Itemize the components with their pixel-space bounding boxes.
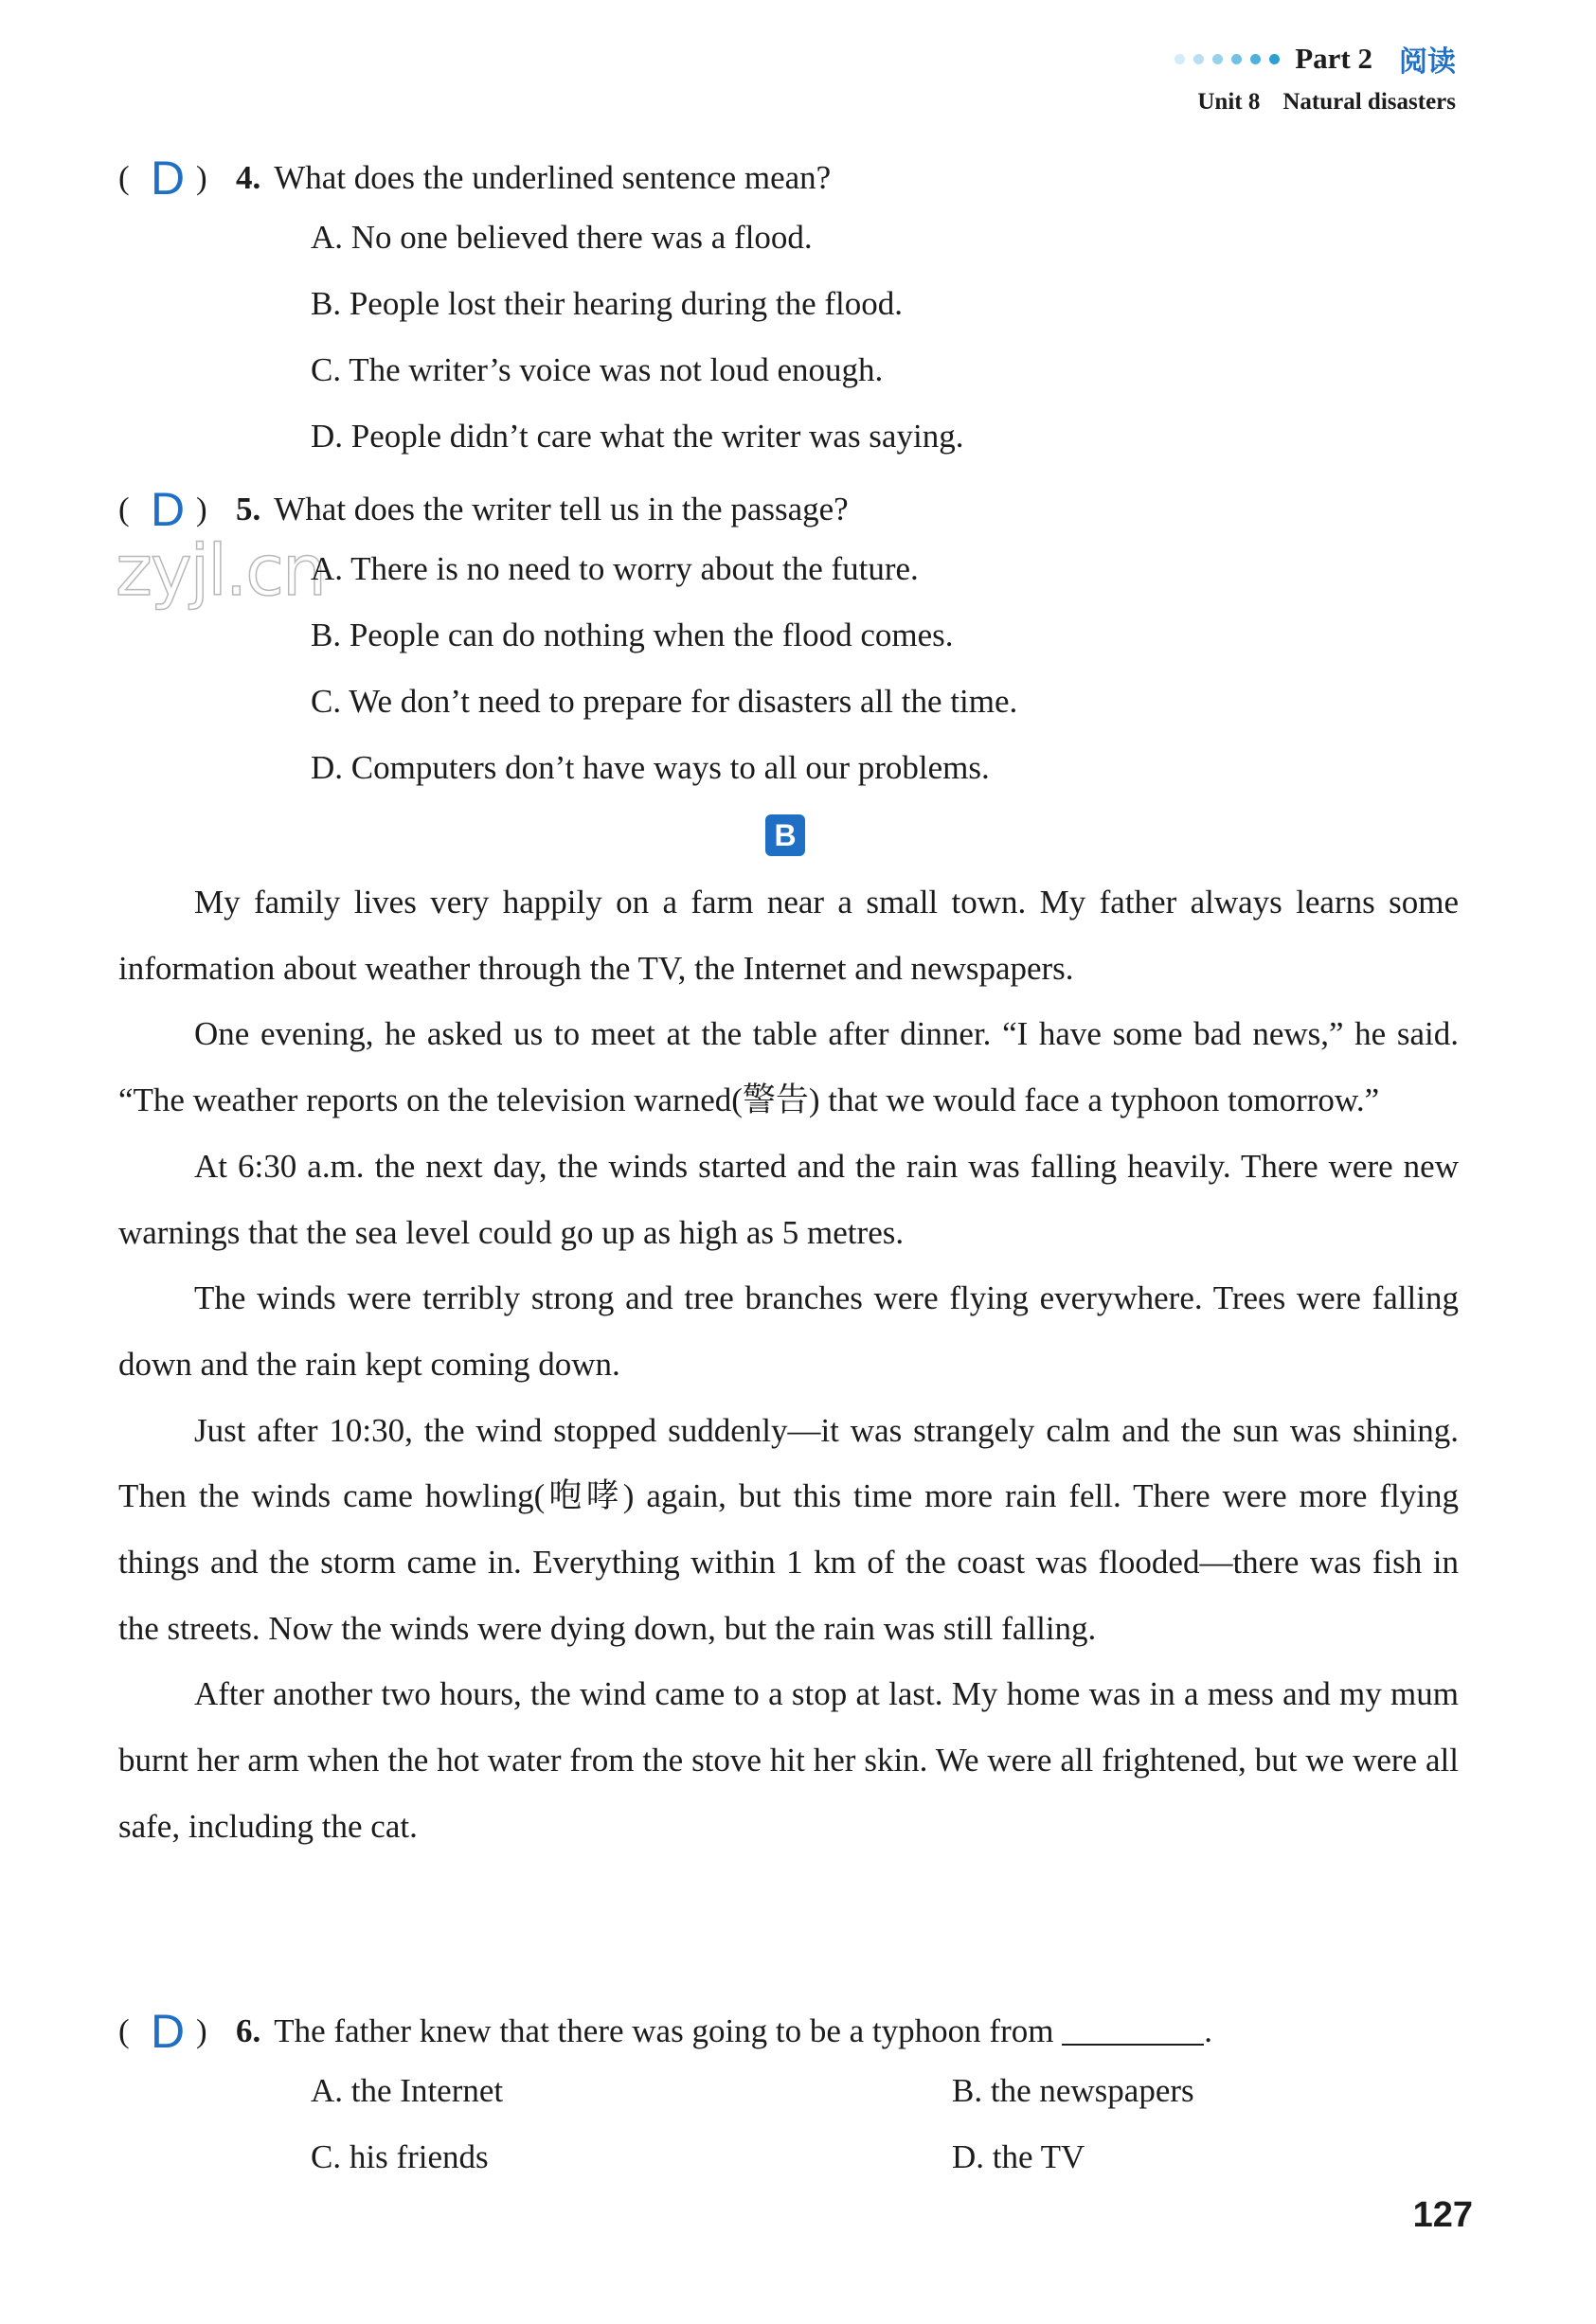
passage-paragraph: My family lives very happily on a farm near a small town. My father always learns some information about weather through the TV, the Internet and newspapers. bbox=[118, 884, 1459, 987]
question-number: 4. bbox=[236, 159, 261, 196]
unit-number: Unit 8 bbox=[1197, 89, 1261, 115]
option-d: D. the TV bbox=[952, 2138, 1085, 2175]
close-paren: ) bbox=[196, 2012, 207, 2049]
answer-mark: D bbox=[150, 152, 186, 205]
option-a: A. There is no need to worry about the future. bbox=[311, 550, 919, 587]
dot-icon bbox=[1212, 54, 1223, 64]
header-top-row bbox=[1175, 38, 1456, 80]
reading-label: 阅读 bbox=[1399, 45, 1456, 79]
question-stem: What does the writer tell us in the passage? bbox=[274, 491, 849, 527]
part-label: Part 2 bbox=[1295, 42, 1372, 75]
option-d: D. Computers don’t have ways to all our problems. bbox=[311, 749, 990, 786]
dot-icon bbox=[1250, 54, 1261, 64]
option-b: B. the newspapers bbox=[952, 2072, 1194, 2109]
question-number: 6. bbox=[236, 2012, 261, 2049]
close-paren: ) bbox=[196, 159, 207, 196]
answer-blank bbox=[1062, 2015, 1204, 2046]
option-d: D. People didn’t care what the writer was saying. bbox=[311, 418, 964, 455]
option-b: B. People lost their hearing during the flood. bbox=[311, 285, 904, 322]
open-paren: ( bbox=[118, 159, 130, 196]
reading-passage bbox=[118, 869, 1459, 1860]
decorative-dots bbox=[1175, 54, 1280, 64]
passage-paragraph: One evening, he asked us to meet at the table after dinner. “I have some bad news,” he said. “The weather reports on the television warned(警告) that we would face a typhoon tomorrow.” bbox=[118, 1015, 1459, 1119]
unit-line bbox=[1175, 89, 1456, 116]
option-c: C. We don’t need to prepare for disasters all the time. bbox=[311, 683, 1018, 720]
question-5 bbox=[118, 483, 849, 536]
option-c: C. The writer’s voice was not loud enough. bbox=[311, 351, 884, 388]
question-6 bbox=[118, 2005, 1212, 2058]
passage-paragraph: The winds were terribly strong and tree branches were flying everywhere. Trees were falling down and the rain kept coming down. bbox=[118, 1279, 1459, 1383]
question-stem: The father knew that there was going to be a typhoon from bbox=[274, 2012, 1054, 2049]
open-paren: ( bbox=[118, 491, 130, 527]
option-a: A. the Internet bbox=[311, 2072, 504, 2109]
passage-paragraph: After another two hours, the wind came to a stop at last. My home was in a mess and my mum burnt her arm when the hot water from the stove hit her skin. We were all frightened, but we were all safe, including the cat. bbox=[118, 1675, 1459, 1845]
option-a: A. No one believed there was a flood. bbox=[311, 219, 813, 256]
question-4 bbox=[118, 152, 832, 205]
page-number: 127 bbox=[1412, 2195, 1473, 2235]
option-c: C. his friends bbox=[311, 2138, 489, 2175]
open-paren: ( bbox=[118, 2012, 130, 2049]
dot-icon bbox=[1269, 54, 1280, 64]
unit-title: Natural disasters bbox=[1282, 89, 1456, 115]
question-number: 5. bbox=[236, 491, 261, 527]
watermark: zyjl.cn bbox=[116, 530, 325, 612]
close-paren: ) bbox=[196, 491, 207, 527]
section-b-badge: B bbox=[765, 814, 805, 856]
option-b: B. People can do nothing when the flood comes. bbox=[311, 617, 954, 653]
page-header bbox=[1175, 38, 1456, 116]
passage-paragraph: Just after 10:30, the wind stopped suddenly—it was strangely calm and the sun was shining. Then the winds came howling(咆哮) again, but this time more rain fell. There were more flying things and the storm came in. Everything within 1 km of the coast was flooded—there was fish in the streets. Now the winds were dying down, but the rain was still falling. bbox=[118, 1411, 1459, 1647]
question-end-punct: . bbox=[1204, 2012, 1212, 2049]
dot-icon bbox=[1193, 54, 1204, 64]
passage-paragraph: At 6:30 a.m. the next day, the winds started and the rain was falling heavily. There were new warnings that the sea level could go up as high as 5 metres. bbox=[118, 1147, 1459, 1251]
question-stem: What does the underlined sentence mean? bbox=[274, 159, 832, 196]
answer-mark: D bbox=[150, 483, 186, 536]
dot-icon bbox=[1231, 54, 1242, 64]
dot-icon bbox=[1175, 54, 1185, 64]
answer-mark: D bbox=[150, 2005, 186, 2058]
